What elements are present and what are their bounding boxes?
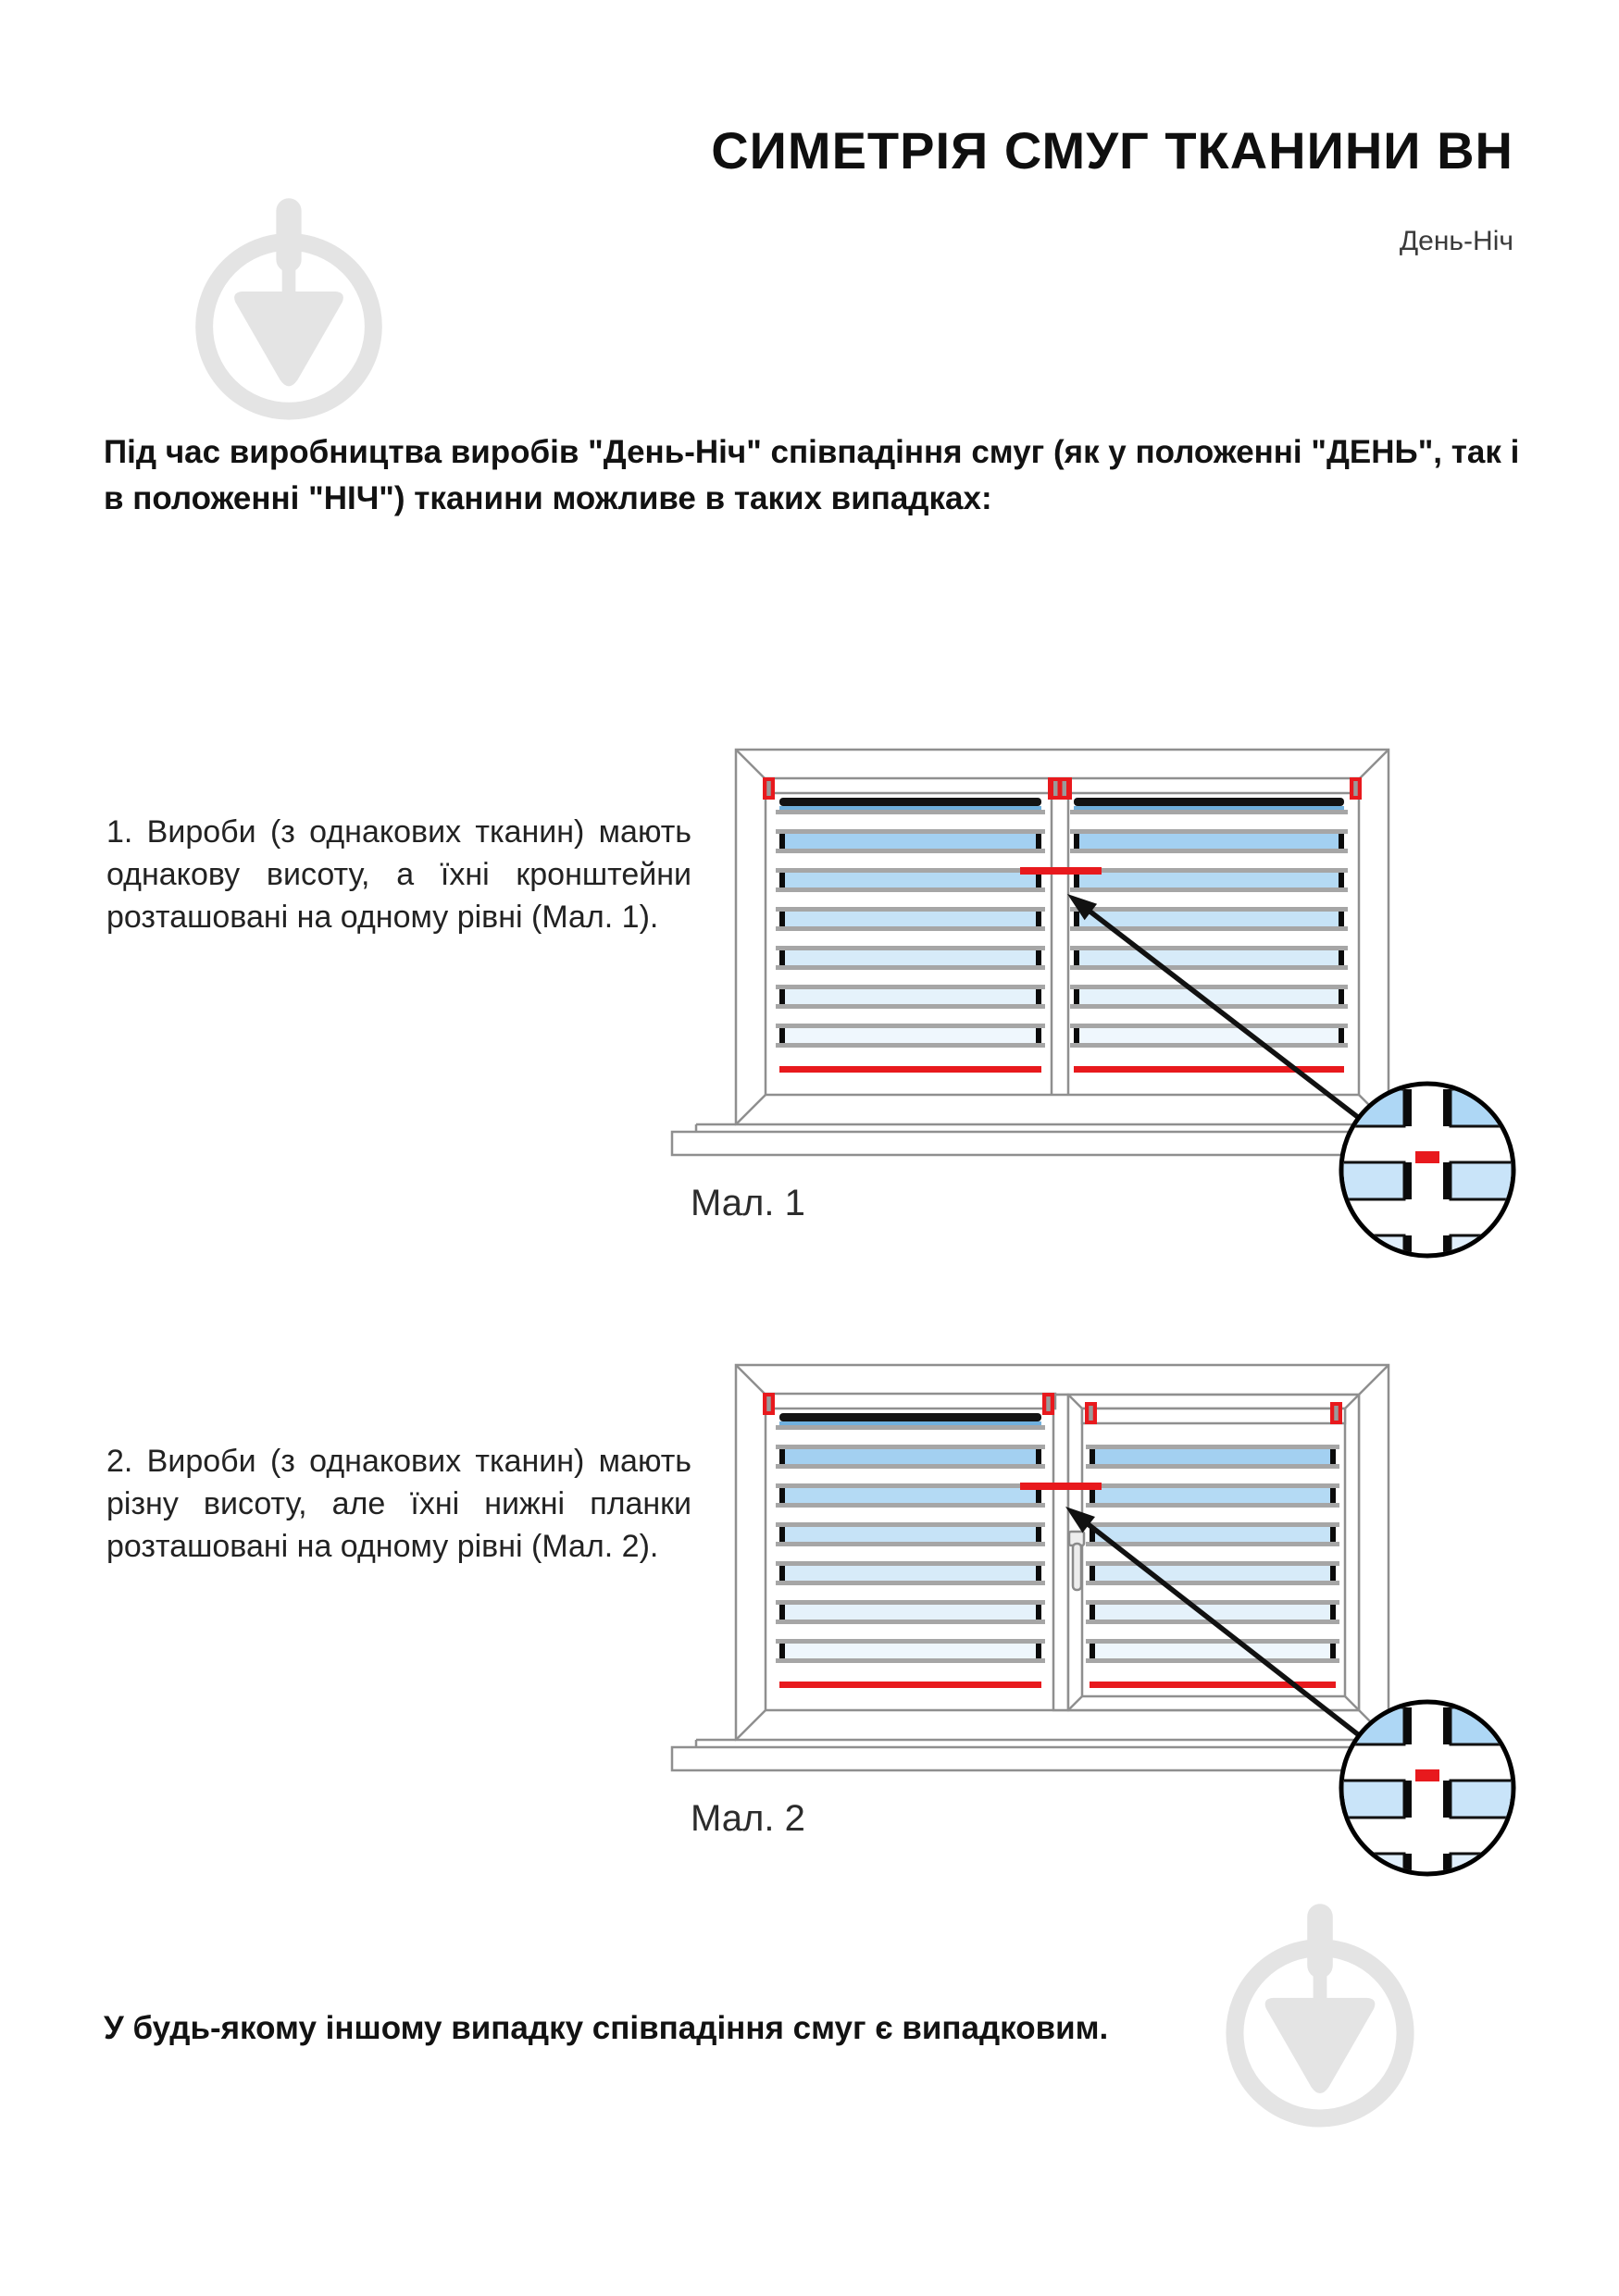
stripe-match-mark: [1415, 1151, 1439, 1163]
bottom-bar-line: [1074, 1066, 1344, 1073]
mount-bracket-icon: [1042, 1393, 1054, 1415]
stripe-alignment-line: [1020, 867, 1102, 875]
window-sill: [672, 1124, 1405, 1155]
figure-2-window-illustration: [666, 1356, 1537, 1888]
magnifier-detail-circle: [1339, 1702, 1515, 1888]
mount-bracket-icon: [1350, 777, 1362, 800]
page-subtitle: День-Ніч: [1399, 226, 1513, 256]
mount-bracket-icon: [763, 1393, 775, 1415]
center-mullion: [1053, 1395, 1068, 1710]
mount-bracket-icon: [1330, 1402, 1342, 1424]
brand-watermark-trowel-icon: [1222, 1900, 1418, 2135]
headrail-right: [1082, 1409, 1345, 1423]
case-2-paragraph: 2. Вироби (з однакових тканин) мають різну висоту, але їхні нижні планки розташовані на одному рівні (Мал. 2).: [106, 1444, 691, 1565]
figure-1-caption: Мал. 1: [691, 1183, 805, 1223]
stripe-match-mark: [1415, 1769, 1439, 1781]
mount-bracket-icon: [763, 777, 775, 800]
mount-bracket-icon: [1085, 1402, 1097, 1424]
intro-paragraph: Під час виробництва виробів "День-Ніч" співпадіння смуг (як у положенні "ДЕНЬ", так і в положенні "НІЧ") тканини можливе в таких випадках:: [104, 434, 1520, 516]
figure-2-caption: Мал. 2: [691, 1798, 805, 1839]
magnifier-detail-circle: [1339, 1084, 1515, 1272]
stripe-alignment-line: [1020, 1483, 1102, 1490]
bottom-bar-line: [779, 1066, 1041, 1073]
case-1-paragraph: 1. Вироби (з однакових тканин) мають однакову висоту, а їхні кронштейни розташовані на одному рівні (Мал. 1).: [106, 814, 691, 936]
headrail-left: [766, 1394, 1055, 1409]
window-sill: [672, 1740, 1405, 1770]
brand-watermark-trowel-icon: [192, 194, 386, 428]
bottom-bar-line: [779, 1682, 1041, 1688]
page-title: СИМЕТРІЯ СМУГ ТКАНИНИ ВН: [711, 121, 1513, 180]
figure-1-window-illustration: [666, 740, 1537, 1272]
mount-bracket-icon: [1048, 777, 1072, 800]
footer-note: У будь-якому іншому випадку співпадіння смуг є випадковим.: [104, 2010, 1109, 2046]
